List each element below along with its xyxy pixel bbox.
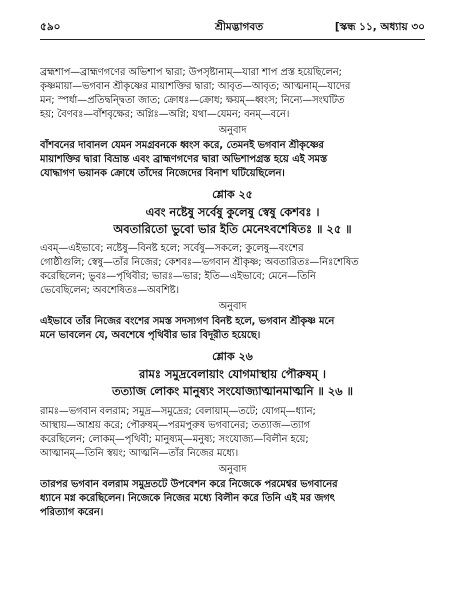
synonyms-line: রামঃ—ভগবান বলরাম; সমুদ্র—সমুদ্রের; বেলায়াম্—তটে; যোগম্—ধ্যান; [40,406,316,417]
synonyms-line: কৃষ্ণমায়া—ভগবান শ্রীকৃষ্ণের মায়াশক্তির দ্বারা; আবৃত—আবৃত; আত্মনাম্—যাদের [40,81,351,92]
translation-line: তারপর ভগবান বলরাম সমুদ্রতটে উপবেশন করে নিজেকে পরমেশ্বর ভগবানের [40,479,338,490]
translation-line: বাঁশবনের দাবানল যেমন সমগ্রবনকে ধ্বংস করে, তেমনই ভগবান শ্রীকৃষ্ণের [40,140,324,151]
translation-line: মনে ভাবলেন যে, অবশেষে পৃথিবীর ভার বিদূরীত হয়েছে। [40,330,261,341]
verse-heading: শ্লোক ২৫ [212,188,253,201]
synonyms-line: গোষ্ঠীগুলি; স্বেষু—তাঁর নিজের; কেশবঃ—ভগবান শ্রীকৃষ্ণ; অবতারিতঃ—নিঃশেষিত [40,257,359,268]
page-header [40,20,425,36]
synonyms-line: করেছিলেন; লোকম্—পৃথিবী; মানুষ্যম্—মনুষ্য; সংযোজ্য—বিলীন হয়ে; [40,434,309,445]
synonyms-line: মন; স্পর্ধা—প্রতিদ্বন্দ্বিতা জাত; ক্রোধঃ—ক্রোধ; ক্ষয়ম্—ধ্বংস; নিন্যে—সংঘটিত [40,95,345,106]
header-rule [40,39,425,40]
translation-line: যোদ্ধাগণ ভয়ানক ক্রোধে তাঁদের নিজেদের বিনাশ ঘটিয়েছিলেন। [40,168,285,179]
verse-line: অবতারিতো ভুবো ভার ইতি মেনেঽবশেষিতঃ ॥ ২৫ ॥ [113,222,352,236]
verse-heading: শ্লোক ২৬ [212,350,253,363]
synonyms-line: আস্থায়—আশ্রয় করে; পৌরুষম্—পরমপুরুষ ভগবানের; তত্যাজ—ত্যাগ [40,420,311,431]
page-number: ৫৯০ [40,21,61,33]
translation-line: ধ্যানে মগ্ন করেছিলেন। নিজেকে নিজের মধ্যে বিলীন করে তিনি এই মর জগৎ [40,493,335,504]
chapter-reference: [স্কন্ধ ১১, অধ্যায় ৩০ [334,21,425,33]
synonyms-line: আত্মানম্—তিনি স্বয়ং; আত্মনি—তাঁর নিজের মধ্যে। [40,448,239,459]
synonyms-line: করেছিলেন; ভুবঃ—পৃথিবীর; ভারঃ—ভার; ইতি—এইভাবে; মেনে—তিনি [40,271,316,282]
translation-heading: অনুবাদ [218,464,247,475]
synonyms-line: হয়; বৈণবঃ—বাঁশবৃক্ষের; অগ্নিঃ—অগ্নি; যথা—যেমন; বনম্—বনে। [40,109,290,120]
book-title: শ্রীমদ্ভাগবত [215,21,264,33]
verse-line: এবং নষ্টেষু সর্বেষু কুলেষু স্বেষু কেশবঃ । [145,205,320,219]
translation-line: পরিত্যাগ করেন। [40,507,104,518]
synonyms-line: ব্রহ্মশাপ—ব্রাহ্মণগণের অভিশাপ দ্বারা; উপসৃষ্টানাম্—যারা শাপ প্রস্ত হয়েছিলেন; [40,67,342,78]
translation-heading: অনুবাদ [218,125,247,136]
synonyms-line: এবম্—এইভাবে; নষ্টেষু—বিনষ্ট হলে; সর্বেষু—সকলে; কুলেষু—বংশের [40,243,304,254]
translation-line: মায়াশক্তির দ্বারা বিভ্রান্ত এবং ব্রাহ্মণগণের দ্বারা অভিশাপগ্রস্ত হয়ে এই সমস্ত [40,154,328,165]
synonyms-line: ভেবেছিলেন; অবশেষিতঃ—অবশিষ্ট। [40,285,180,296]
translation-line: এইভাবে তাঁর নিজের বংশের সমস্ত সদস্যগণ বিনষ্ট হলে, ভগবান শ্রীকৃষ্ণ মনে [40,316,335,327]
verse-line: রামঃ সমুদ্রবেলায়াং যোগমাস্থায় পৌরুষম্ । [138,367,327,381]
verse-line: তত্যাজ লোকং মানুষ্যং সংযোজ্যাত্মানমাত্মনি ॥ ২৬ ॥ [112,384,353,398]
translation-heading: অনুবাদ [218,301,247,312]
